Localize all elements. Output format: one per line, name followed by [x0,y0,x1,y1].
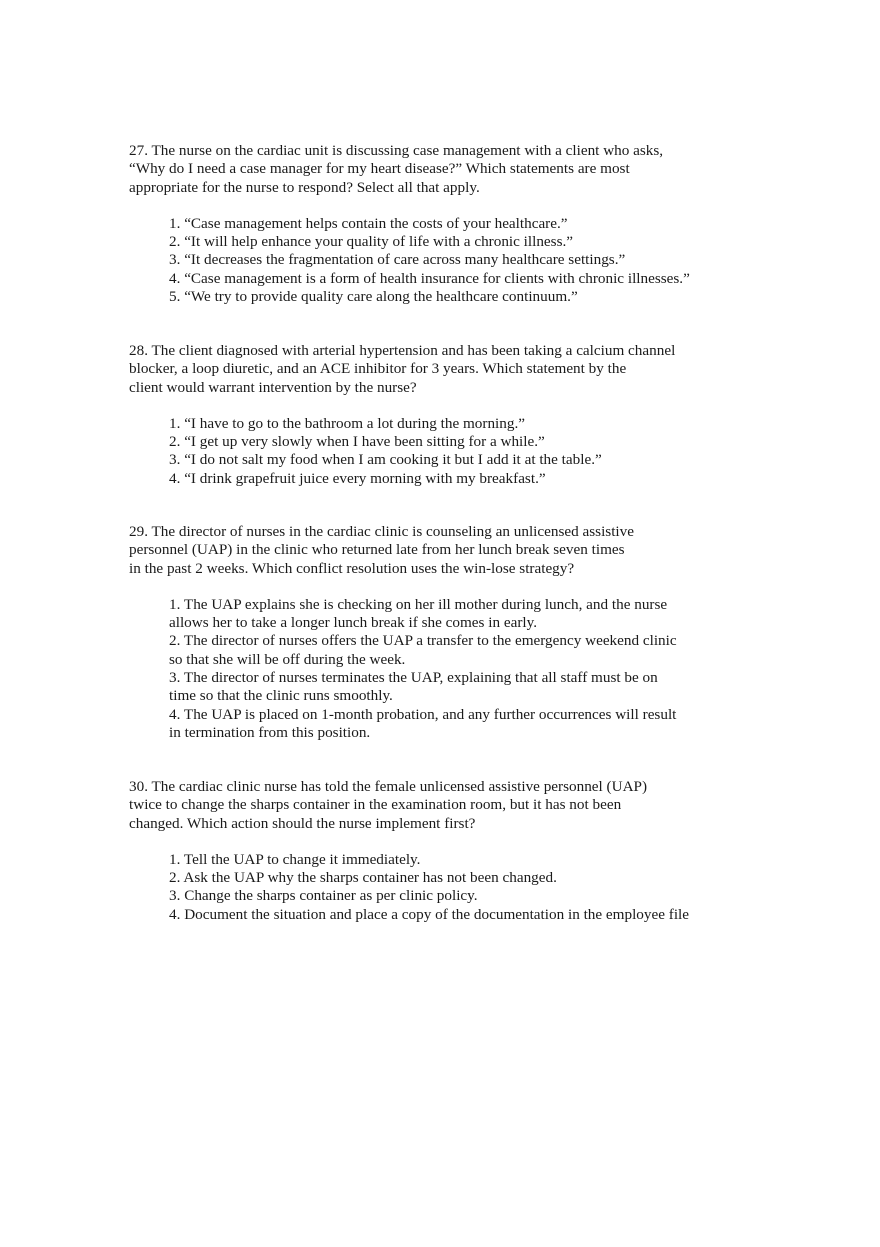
answer-option [129,596,729,633]
stem-line: 29. The director of nurses in the cardiac clinic is counseling an unlicensed assistive [129,523,634,540]
stem-line: 30. The cardiac clinic nurse has told the female unlicensed assistive personnel (UAP) [129,778,648,795]
answer-option-line: in termination from this position. [169,723,371,741]
stem-line: changed. Which action should the nurse implement first? [129,814,476,832]
stem-line: in the past 2 weeks. Which conflict resolution uses the win-lose strategy? [129,559,575,577]
question-28 [129,342,729,488]
answer-option: 3. Change the sharps container as per clinic policy. [169,887,478,905]
answer-options [129,215,729,306]
answer-options [129,851,729,924]
stem-line: blocker, a loop diuretic, and an ACE inhibitor for 3 years. Which statement by the [129,360,627,378]
question-stem [129,778,729,833]
answer-option-line: allows her to take a longer lunch break if she comes in early. [169,614,538,632]
answer-option-line: 2. The director of nurses offers the UAP a transfer to the emergency weekend clinic [169,632,677,650]
answer-option: 1. “I have to go to the bathroom a lot during the morning.” [169,414,525,432]
answer-option: 2. “It will help enhance your quality of life with a chronic illness.” [169,233,574,251]
answer-option: 3. “It decreases the fragmentation of care across many healthcare settings.” [169,251,626,269]
question-27 [129,142,729,306]
question-stem [129,142,729,197]
question-29 [129,523,729,742]
stem-line: appropriate for the nurse to respond? Select all that apply. [129,178,480,196]
answer-option-line: 1. The UAP explains she is checking on her ill mother during lunch, and the nurse [169,595,668,613]
stem-line: 28. The client diagnosed with arterial hypertension and has been taking a calcium channel [129,342,676,359]
answer-option: 1. “Case management helps contain the costs of your healthcare.” [169,214,568,232]
question-stem [129,342,729,397]
question-stem [129,523,729,578]
stem-line: personnel (UAP) in the clinic who returned late from her lunch break seven times [129,541,625,559]
answer-option-line: time so that the clinic runs smoothly. [169,687,393,705]
answer-option [129,706,729,743]
question-30 [129,778,729,924]
stem-line: client would warrant intervention by the nurse? [129,378,417,396]
answer-option-line: 4. The UAP is placed on 1-month probation, and any further occurrences will result [169,705,677,723]
answer-option: 3. “I do not salt my food when I am cooking it but I add it at the table.” [169,451,602,469]
answer-option: 5. “We try to provide quality care along the healthcare continuum.” [169,288,578,306]
answer-option: 2. Ask the UAP why the sharps container has not been changed. [169,869,557,887]
answer-options [129,596,729,742]
answer-option [129,632,729,669]
answer-option: 4. Document the situation and place a copy of the documentation in the employee file [169,905,690,923]
stem-line: twice to change the sharps container in the examination room, but it has not been [129,796,622,814]
answer-option: 2. “I get up very slowly when I have been sitting for a while.” [169,433,545,451]
answer-option-line: so that she will be off during the week. [169,650,406,668]
stem-line: “Why do I need a case manager for my heart disease?” Which statements are most [129,160,630,178]
answer-option-line: 3. The director of nurses terminates the UAP, explaining that all staff must be on [169,669,658,687]
answer-options [129,415,729,488]
answer-option [129,669,729,706]
answer-option: 4. “I drink grapefruit juice every morning with my breakfast.” [169,469,546,487]
stem-line: 27. The nurse on the cardiac unit is discussing case management with a client who asks, [129,142,664,159]
answer-option: 1. Tell the UAP to change it immediately. [169,850,421,868]
answer-option: 4. “Case management is a form of health insurance for clients with chronic illnesses.” [169,269,690,287]
